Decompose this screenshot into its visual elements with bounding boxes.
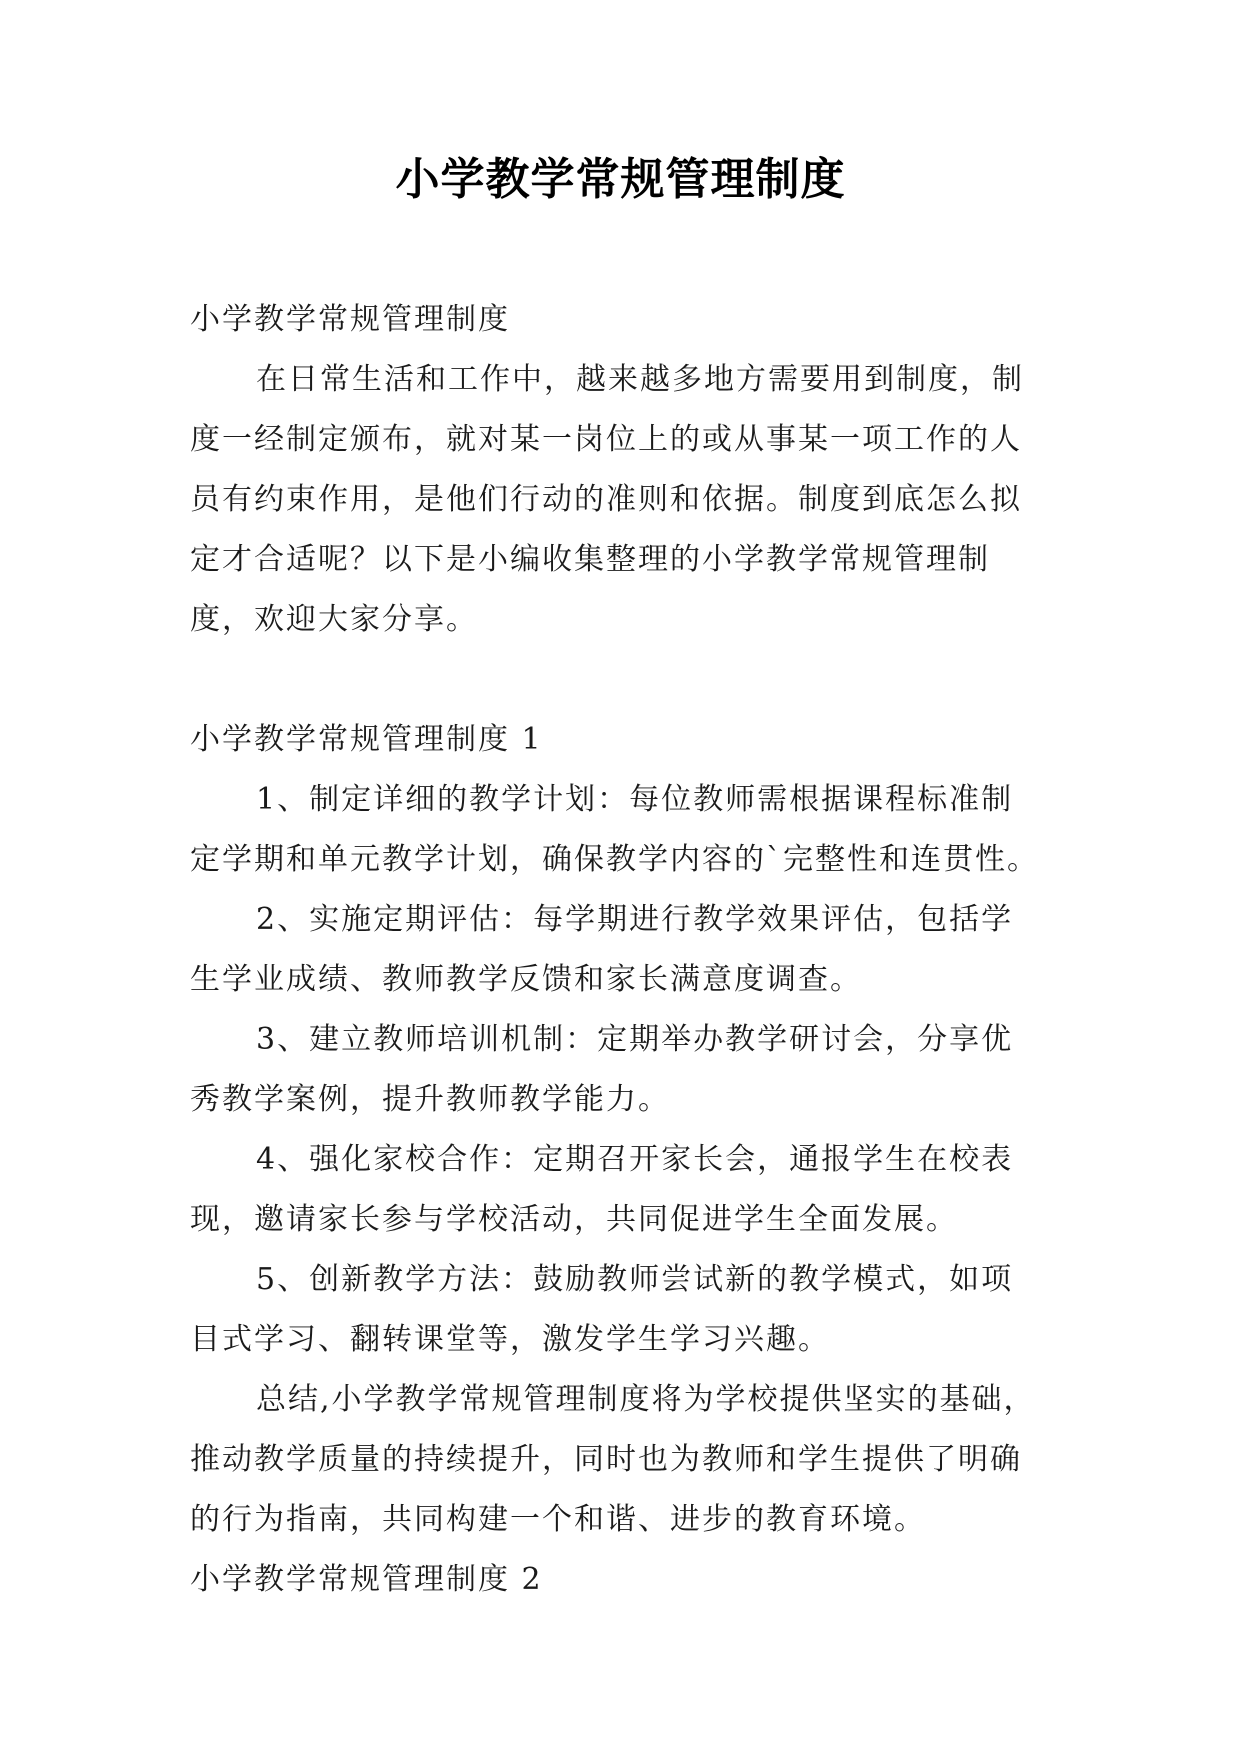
- text-line: 度一经制定颁布，就对某一岗位上的或从事某一项工作的人: [190, 422, 1022, 457]
- text-line: 总结,小学教学常规管理制度将为学校提供坚实的基础，: [256, 1382, 1036, 1417]
- document-title: 小学教学常规管理制度: [395, 154, 846, 205]
- text-line: 定才合适呢？以下是小编收集整理的小学教学常规管理制: [190, 542, 990, 577]
- text-line: 员有约束作用，是他们行动的准则和依据。制度到底怎么拟: [190, 482, 1022, 517]
- text-line: 生学业成绩、教师教学反馈和家长满意度调查。: [190, 962, 862, 997]
- text-line: 5、创新教学方法：鼓励教师尝试新的教学模式，如项: [256, 1262, 1014, 1297]
- text-line: 现，邀请家长参与学校活动，共同促进学生全面发展。: [190, 1202, 958, 1237]
- text-line: 小学教学常规管理制度: [190, 302, 510, 337]
- text-line: 3、建立教师培训机制：定期举办教学研讨会，分享优: [256, 1022, 1014, 1057]
- text-line: 4、强化家校合作：定期召开家长会，通报学生在校表: [256, 1142, 1014, 1177]
- text-line: 秀教学案例，提升教师教学能力。: [190, 1082, 670, 1117]
- text-line: 小学教学常规管理制度 1: [190, 722, 543, 757]
- text-line: 推动教学质量的持续提升，同时也为教师和学生提供了明确: [190, 1442, 1022, 1477]
- text-line: 2、实施定期评估：每学期进行教学效果评估，包括学: [256, 902, 1014, 937]
- text-line: 目式学习、翻转课堂等，激发学生学习兴趣。: [190, 1322, 830, 1357]
- text-line: 小学教学常规管理制度 2: [190, 1562, 543, 1597]
- paragraph-gap: [190, 650, 1055, 710]
- document-body: [190, 290, 1055, 1610]
- text-line: 度，欢迎大家分享。: [190, 602, 478, 637]
- text-line: 定学期和单元教学计划，确保教学内容的`完整性和连贯性。: [190, 842, 1039, 877]
- text-line: 的行为指南，共同构建一个和谐、进步的教育环境。: [190, 1502, 926, 1537]
- text-line: 在日常生活和工作中，越来越多地方需要用到制度，制: [256, 362, 1024, 397]
- text-line: 1、制定详细的教学计划：每位教师需根据课程标准制: [256, 782, 1014, 817]
